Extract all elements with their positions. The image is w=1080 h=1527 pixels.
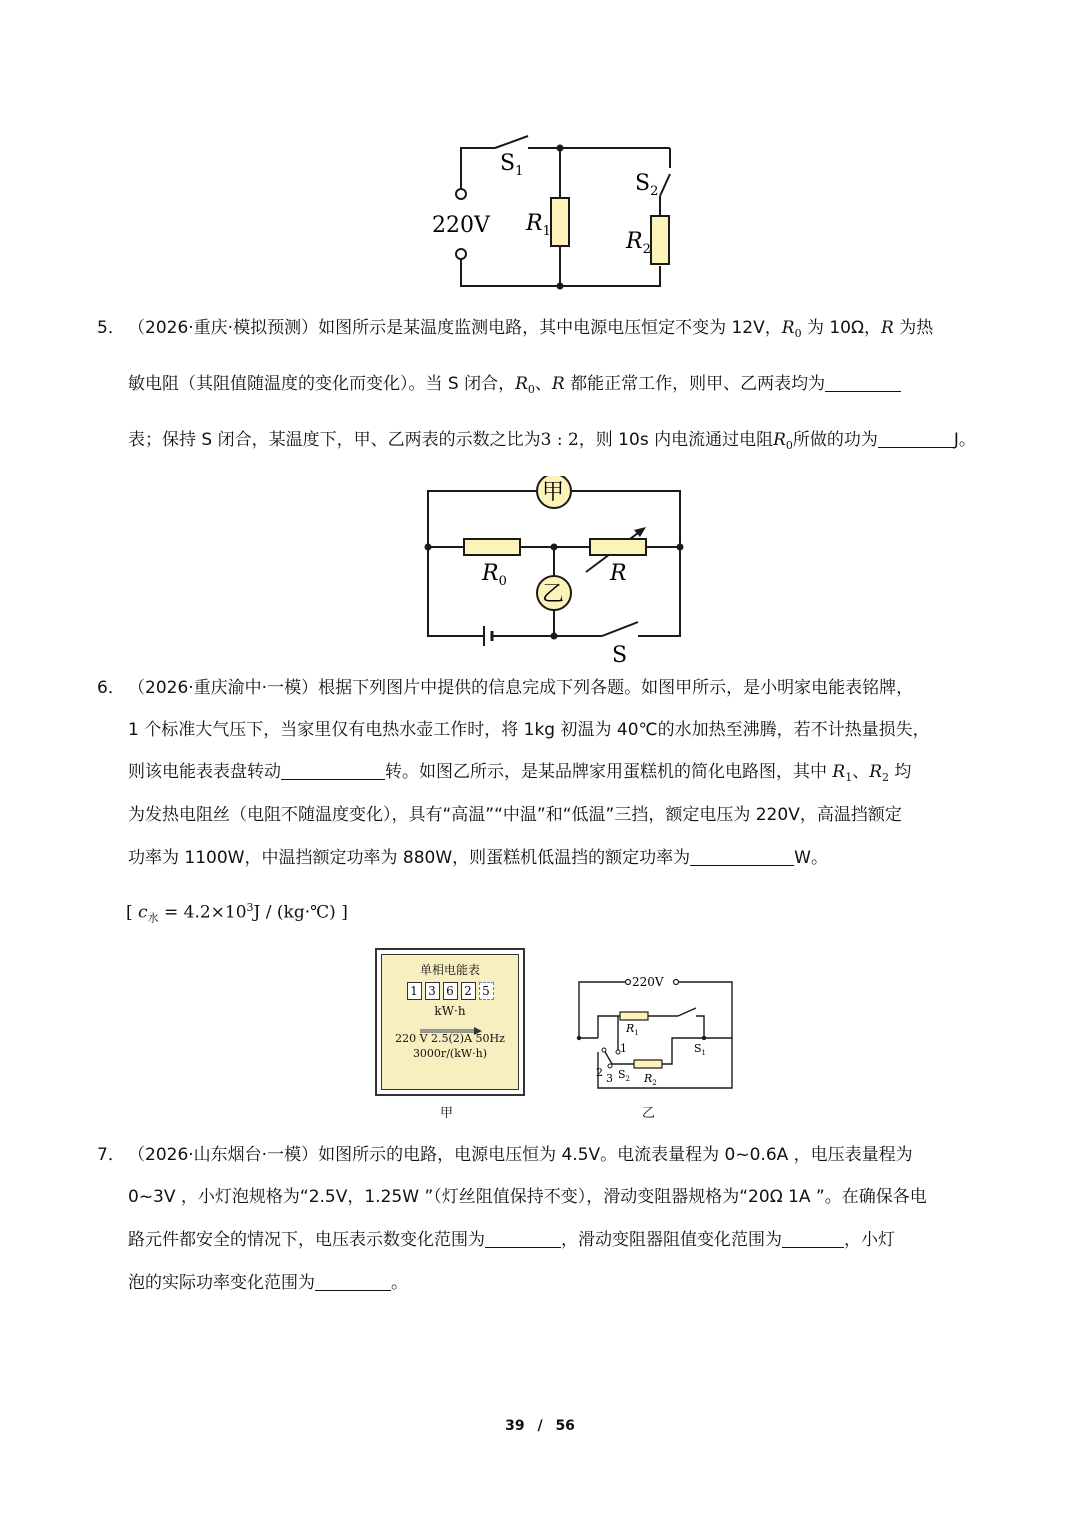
switch-s-label: S — [612, 643, 628, 666]
switch-s2-label: $S_2$ — [635, 171, 659, 199]
meter-spec-2: 3000r/(kW·h) — [412, 1047, 488, 1060]
question-5-number: 5． — [97, 318, 125, 338]
resistor-r2 — [634, 1060, 662, 1068]
resistor-r0 — [464, 539, 520, 555]
page-total: 56 — [555, 1418, 575, 1434]
resistor-r2-label: $R_2$ — [626, 229, 651, 257]
specific-heat-formula: [ $c_水 = 4.2\times 10^3J$ / (kg·℃) ] — [126, 901, 348, 925]
answer-blank-resistance-range[interactable] — [782, 1230, 844, 1248]
energy-meter-figure — [375, 948, 525, 1096]
circuit-figure-3 — [570, 966, 740, 1096]
contact-2-label: 2 — [596, 1066, 603, 1079]
source-voltage-label: 220V — [632, 975, 664, 989]
meter-digit-decimal: 5 — [479, 982, 494, 1000]
contact-1-label: 1 — [620, 1042, 627, 1055]
resistor-r1-label: $R_1$ — [526, 211, 551, 239]
circuit-figure-2 — [420, 476, 690, 666]
contact-3-label: 3 — [606, 1072, 613, 1085]
page-separator: / — [537, 1418, 543, 1434]
question-6-line-3: 则该电能表表盘转动 转。如图乙所示，是某品牌家用蛋糕机的简化电路图，其中 $R_1$、$R_2$ 均 — [128, 762, 912, 784]
meter-arrow-icon — [418, 1020, 482, 1028]
question-7-line-4: 泡的实际功率变化范围为 。 — [128, 1273, 408, 1293]
rheostat-r-label: R — [610, 561, 627, 586]
meter-digit: 1 — [407, 982, 422, 1000]
resistor-r0-label: $R_0$ — [482, 561, 507, 589]
question-6-number: 6． — [97, 678, 125, 698]
answer-blank-power-range[interactable] — [315, 1273, 391, 1291]
resistor-r2 — [651, 216, 669, 264]
meter-yi-label: 乙 — [542, 582, 565, 607]
rheostat-r — [590, 539, 646, 555]
question-5-line-3: 表；保持 S 闭合，某温度下，甲、乙两表的示数之比为3 : 2，则 10s 内电流通过电阻$R_0$所做的功为 J。 — [128, 430, 976, 452]
meter-spec-1: 220 V 2.5(2)A 50Hz — [395, 1032, 505, 1045]
resistor-r1 — [620, 1012, 648, 1020]
answer-blank-meter-type[interactable] — [825, 374, 901, 392]
resistor-r2-label: $R_2$ — [644, 1072, 657, 1087]
answer-blank-revolutions[interactable] — [281, 762, 385, 780]
answer-blank-low-power[interactable] — [690, 848, 794, 866]
source-voltage-label: 220V — [432, 213, 490, 238]
meter-title: 单相电能表 — [419, 963, 480, 977]
meter-unit: kW·h — [434, 1004, 466, 1018]
question-5-line-1: （2026·重庆·模拟预测）如图所示是某温度监测电路，其中电源电压恒定不变为 12V，$R_0$ 为 10Ω，R 为热 — [128, 318, 934, 340]
question-6-line-4: 为发热电阻丝（电阻不随温度变化），具有“高温”“中温”和“低温”三挡，额定电压为 220V，高温挡额定 — [128, 805, 902, 825]
question-6-line-2: 1 个标准大气压下，当家里仅有电热水壶工作时，将 1kg 初温为 40℃的水加热至沸腾，若不计热量损失， — [128, 720, 930, 740]
resistor-r1-label: $R_1$ — [626, 1022, 639, 1037]
question-6-line-5: 功率为 1100W，中温挡额定功率为 880W，则蛋糕机低温挡的额定功率为 W。 — [128, 848, 828, 868]
r0-symbol: $R_0$ — [781, 318, 802, 340]
figure-caption-yi: 乙 — [642, 1106, 656, 1121]
page-number: 39 — [505, 1418, 525, 1434]
switch-s1-label: $S_1$ — [500, 151, 524, 179]
figure-caption-jia: 甲 — [440, 1106, 454, 1121]
meter-digit: 3 — [425, 982, 440, 1000]
circuit-figure-1 — [420, 128, 710, 298]
question-6-line-1: （2026·重庆渝中·一模）根据下列图片中提供的信息完成下列各题。如图甲所示，是小明家电能表铭牌， — [128, 678, 914, 698]
switch-s2-label: $S_2$ — [618, 1068, 631, 1083]
resistor-r1 — [551, 198, 569, 246]
switch-s1-label: $S_1$ — [694, 1042, 707, 1057]
meter-digits — [382, 982, 518, 1000]
question-7-line-3: 路元件都安全的情况下，电压表示数变化范围为 ，滑动变阻器阻值变化范围为 ，小灯 — [128, 1230, 895, 1250]
meter-jia-label: 甲 — [542, 480, 565, 505]
question-7-line-2: 0~3V ，小灯泡规格为“2.5V，1.25W ”（灯丝阻值保持不变），滑动变阻器规格为“20Ω 1A ”。在确保各电 — [128, 1187, 927, 1207]
page-footer — [0, 1418, 1080, 1434]
answer-blank-work[interactable] — [878, 430, 954, 448]
meter-digit: 6 — [443, 982, 458, 1000]
question-5-line-2: 敏电阻（其阻值随温度的变化而变化）。当 S 闭合，$R_0$、R 都能正常工作，则甲、乙两表均为 — [128, 372, 901, 402]
question-7-line-1: （2026·山东烟台·一模）如图所示的电路，电源电压恒为 4.5V。电流表量程为 0~0.6A ，电压表量程为 — [128, 1145, 913, 1165]
question-7-number: 7． — [97, 1145, 125, 1165]
meter-digit: 2 — [461, 982, 476, 1000]
answer-blank-voltage-range[interactable] — [485, 1230, 561, 1248]
